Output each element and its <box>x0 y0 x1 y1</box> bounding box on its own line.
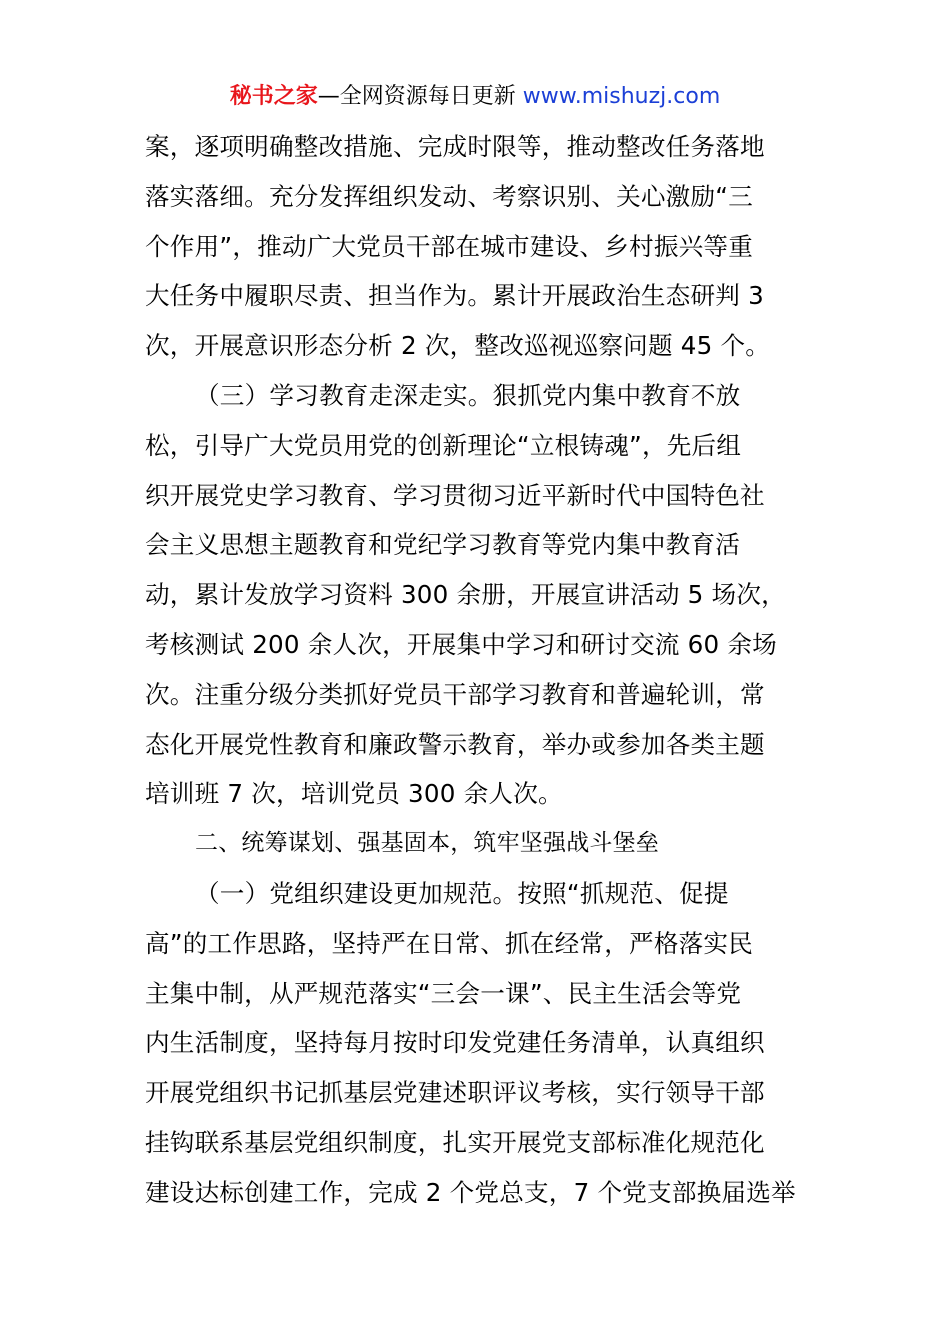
section-heading: 二、统筹谋划、强基固本，筑牢坚强战斗堡垒 <box>195 830 659 857</box>
text-line: 态化开展党性教育和廉政警示教育，举办或参加各类主题 <box>145 729 765 759</box>
text-line: 个作用”，推动广大党员干部在城市建设、乡村振兴等重 <box>145 231 753 261</box>
paragraph-first-line: （三）学习教育走深走实。狠抓党内集中教育不放 <box>195 380 741 410</box>
text-line: 次。注重分级分类抓好党员干部学习教育和普遍轮训，常 <box>145 679 765 709</box>
text-line: 落实落细。充分发挥组织发动、考察识别、关心激励“三 <box>145 181 753 211</box>
text-line: 次，开展意识形态分析 2 次，整改巡视巡察问题 45 个。 <box>145 331 771 361</box>
site-brand: 秘书之家 <box>229 84 318 109</box>
text-line: 开展党组织书记抓基层党建述职评议考核，实行领导干部 <box>145 1078 765 1108</box>
site-tagline: —全网资源每日更新 <box>317 84 523 109</box>
text-line: 挂钩联系基层党组织制度，扎实开展党支部标准化规范化 <box>145 1127 765 1157</box>
text-line: 松，引导广大党员用党的创新理论“立根铸魂”，先后组 <box>145 430 742 460</box>
text-line: 织开展党史学习教育、学习贯彻习近平新时代中国特色社 <box>145 480 765 510</box>
paragraph-first-line: （一）党组织建设更加规范。按照“抓规范、促提 <box>195 878 729 908</box>
text-line: 案，逐项明确整改措施、完成时限等，推动整改任务落地 <box>145 132 765 161</box>
text-line: 考核测试 200 余人次，开展集中学习和研讨交流 60 余场 <box>145 629 777 659</box>
text-line: 内生活制度，坚持每月按时印发党建任务清单，认真组织 <box>145 1028 765 1058</box>
text-line: 高”的工作思路，坚持严在日常、抓在经常，严格落实民 <box>145 928 753 958</box>
site-url-link[interactable]: www.mishuzj.com <box>522 84 721 109</box>
text-line: 动，累计发放学习资料 300 余册，开展宣讲活动 5 场次， <box>145 580 786 610</box>
text-line: 会主义思想主题教育和党纪学习教育等党内集中教育活 <box>145 530 741 560</box>
document-body <box>145 122 810 1218</box>
text-line: 建设达标创建工作，完成 2 个党总支，7 个党支部换届选举 <box>145 1177 796 1207</box>
text-line: 培训班 7 次，培训党员 300 余人次。 <box>145 779 563 809</box>
site-header <box>0 80 950 114</box>
text-line: 主集中制，从严规范落实“三会一课”、民主生活会等党 <box>145 978 742 1008</box>
text-line: 大任务中履职尽责、担当作为。累计开展政治生态研判 3 <box>145 281 764 311</box>
